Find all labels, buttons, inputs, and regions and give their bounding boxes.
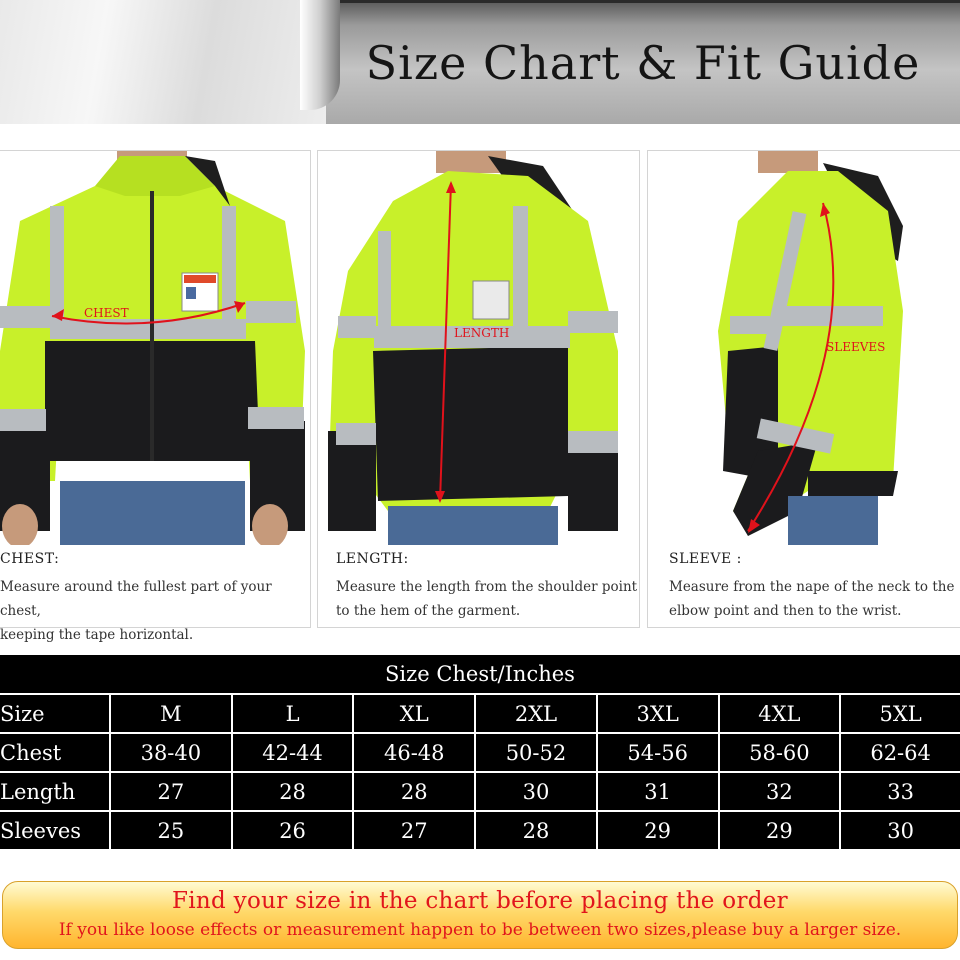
table-cell: 29 [597, 811, 719, 850]
jacket-front-image [0, 151, 310, 545]
length-caption-line2: to the hem of the garment. [336, 603, 521, 619]
table-cell: 31 [597, 772, 719, 811]
table-cell: 2XL [475, 694, 597, 733]
sleeve-measure-label: SLEEVES [826, 340, 886, 354]
header-banner [0, 0, 960, 124]
table-cell: XL [353, 694, 475, 733]
table-cell: 30 [475, 772, 597, 811]
table-cell: Sleeves [0, 811, 110, 850]
chest-measure-label: CHEST [84, 306, 129, 320]
table-cell: 28 [232, 772, 354, 811]
table-cell: 32 [719, 772, 841, 811]
length-caption-text [336, 575, 637, 623]
table-cell: 54-56 [597, 733, 719, 772]
table-cell: M [110, 694, 232, 733]
size-table [0, 655, 960, 849]
chest-caption-line1: Measure around the fullest part of your chest, [0, 579, 272, 619]
table-cell: 46-48 [353, 733, 475, 772]
sleeve-caption-text [669, 575, 954, 623]
table-cell: Chest [0, 733, 110, 772]
table-cell: 4XL [719, 694, 841, 733]
table-cell: 30 [840, 811, 960, 850]
table-cell: 27 [353, 811, 475, 850]
table-cell: 42-44 [232, 733, 354, 772]
table-cell: 29 [719, 811, 841, 850]
table-row [0, 811, 960, 850]
length-panel [317, 150, 640, 628]
banner-left-panel [0, 0, 340, 124]
table-cell: 33 [840, 772, 960, 811]
table-cell: 62-64 [840, 733, 960, 772]
sleeve-photo [648, 151, 960, 545]
chest-panel [0, 150, 311, 643]
chest-caption-line2: keeping the tape horizontal. [0, 627, 194, 643]
table-cell: 26 [232, 811, 354, 850]
table-cell: 58-60 [719, 733, 841, 772]
length-caption-line1: Measure the length from the shoulder point [336, 579, 638, 595]
sleeve-caption-line2: elbow point and then to the wrist. [669, 603, 902, 619]
size-grid [0, 693, 960, 851]
jacket-side-image [648, 151, 960, 545]
table-row [0, 694, 960, 733]
chest-caption-text [0, 575, 310, 647]
sleeve-caption-title: SLEEVE : [669, 551, 742, 567]
table-cell: Size [0, 694, 110, 733]
chest-caption-title: CHEST: [0, 551, 60, 567]
chest-photo [0, 151, 310, 545]
table-cell: 50-52 [475, 733, 597, 772]
order-note-headline: Find your size in the chart before placing the order [172, 888, 788, 914]
table-cell: 28 [353, 772, 475, 811]
sleeve-panel [647, 150, 960, 628]
table-row [0, 772, 960, 811]
sleeve-caption-line1: Measure from the nape of the neck to the [669, 579, 955, 595]
order-note [2, 881, 958, 949]
jacket-angle-image [318, 151, 639, 545]
table-cell: 5XL [840, 694, 960, 733]
length-measure-label: LENGTH [454, 326, 510, 340]
order-note-detail: If you like loose effects or measurement happen to be between two sizes,please buy a larger size. [58, 920, 902, 940]
table-cell: L [232, 694, 354, 733]
table-row [0, 733, 960, 772]
table-cell: Length [0, 772, 110, 811]
length-photo [318, 151, 639, 545]
table-cell: 28 [475, 811, 597, 850]
table-cell: 25 [110, 811, 232, 850]
table-cell: 3XL [597, 694, 719, 733]
length-caption-title: LENGTH: [336, 551, 409, 567]
table-cell: 27 [110, 772, 232, 811]
table-cell: 38-40 [110, 733, 232, 772]
size-table-title: Size Chest/Inches [385, 662, 575, 686]
page-title: Size Chart & Fit Guide [365, 36, 921, 90]
